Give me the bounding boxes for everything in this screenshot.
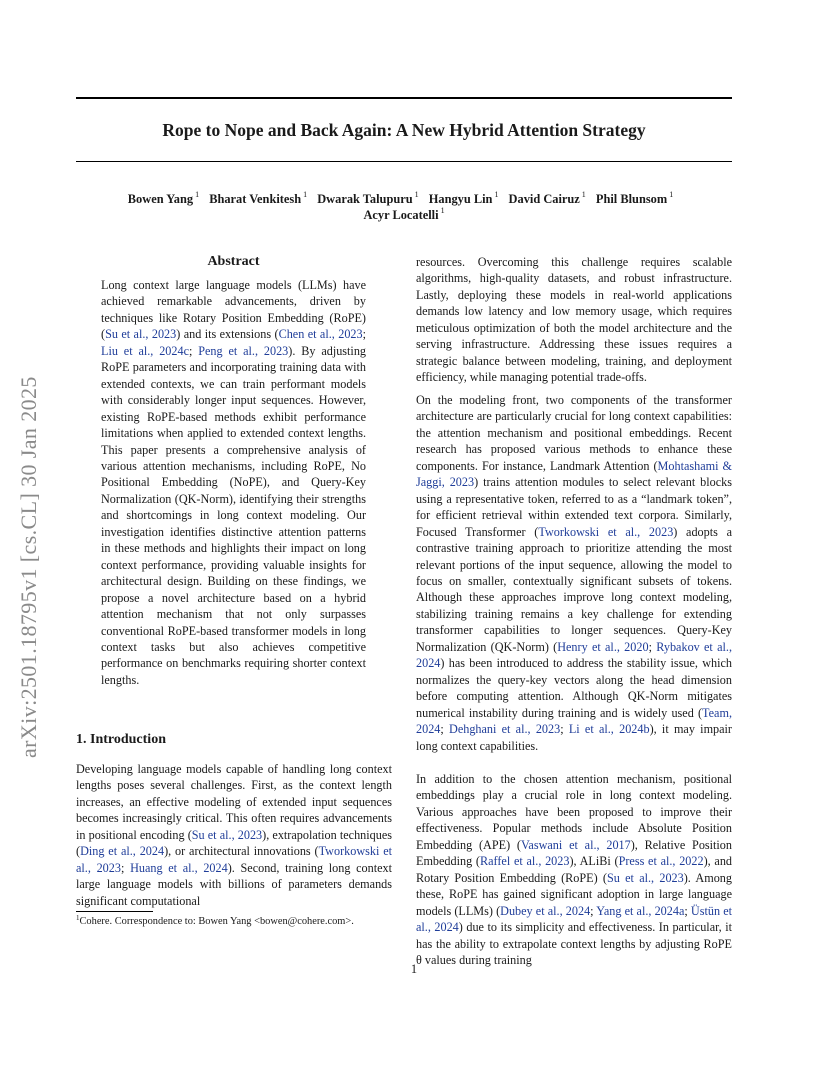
- citation-link[interactable]: Vaswani et al., 2017: [520, 837, 631, 852]
- citation-link[interactable]: Henry et al., 2020: [557, 639, 649, 654]
- author: David Cairuz $^1$: [508, 190, 586, 206]
- citation-link[interactable]: Press et al., 2022: [618, 854, 704, 869]
- body-text: resources. Overcoming this challenge requires scalable algorithms, high-quality datasets, and robust infrastructure. Lastly, deploying these models in real-world applications demands low latency and low memory usage, which requires meticulous optimization of both the model architecture and the serving infrastructure. Addressing these issues requires a strategic balance between modeling, training, and deployment efficiency, while managing potential trade-offs.: [416, 255, 732, 385]
- citation-link[interactable]: Liu et al., 2024c: [101, 343, 189, 358]
- citation-link[interactable]: Rybakov et al., 2024: [416, 639, 732, 671]
- right-column-paragraph-3: [416, 771, 732, 968]
- body-text: ;: [590, 903, 597, 918]
- citation-link[interactable]: Tworkowski et al., 2023: [538, 524, 674, 539]
- footnote: $^1$Cohere. Correspondence to: Bowen Yang <bowen@cohere.com>.: [76, 914, 354, 927]
- body-text: ) and its extensions (: [176, 327, 279, 342]
- citation-link[interactable]: Su et al., 2023: [105, 327, 177, 342]
- citation-link[interactable]: Üstün et al., 2024: [416, 903, 732, 935]
- citation-link[interactable]: Chen et al., 2023: [278, 327, 363, 342]
- body-text: On the modeling front, two components of the transformer architecture are particularly crucial for long context capabilities: the attention mechanism and positional embeddings. Recent research has proposed various methods to enhance these components. For instance, Landmark Attention (: [416, 393, 732, 473]
- author: Bharat Venkitesh $^1$: [209, 190, 308, 206]
- body-text: Long context large language models (LLMs) have achieved remarkable advancements, driven by techniques like Rotary Position Embedding (RoPE) (: [101, 278, 366, 342]
- author-list: [90, 191, 718, 223]
- citation-link[interactable]: Tworkowski et al., 2023: [76, 844, 393, 875]
- author: Acyr Locatelli $^1$: [363, 206, 445, 222]
- right-column-paragraph-2: [416, 392, 732, 754]
- title-top-rule: [76, 97, 732, 99]
- author: Hangyu Lin $^1$: [428, 190, 499, 206]
- intro-paragraph: [76, 761, 392, 909]
- citation-link[interactable]: Li et al., 2024b: [568, 722, 650, 737]
- body-text: Developing language models capable of handling long context lengths poses several challenges. First, as the context length increases, an effective modeling of extended input sequences becomes increasingly critical. This often requires advancements in positional encoding (: [76, 762, 392, 842]
- body-text: ;: [684, 903, 691, 918]
- body-text: ;: [120, 860, 131, 875]
- body-text: ;: [188, 343, 199, 358]
- arxiv-identifier: arXiv:2501.18795v1 [cs.CL] 30 Jan 2025: [16, 376, 41, 758]
- body-text: ) has been introduced to address the stability issue, which normalizes the query-key vectors along the head dimension before computing attention. Although QK-Norm mitigates numerical instability during training and is widely used (: [416, 656, 732, 720]
- body-text: ). Among these, RoPE has gained significant adoption in large language models (LLMs) (: [416, 870, 732, 918]
- citation-link[interactable]: Su et al., 2023: [607, 870, 684, 885]
- body-text: ), Relative Position Embedding (: [416, 837, 732, 869]
- body-text: ), and Rotary Position Embedding (RoPE) (: [416, 854, 733, 885]
- page-number: 1: [410, 962, 418, 976]
- body-text: ;: [440, 722, 450, 737]
- abstract-text: [101, 277, 366, 688]
- author: Phil Blunsom $^1$: [595, 190, 674, 206]
- body-text: ) adopts a contrastive training approach to prioritize attending the most relevant portions of the input sequence, allowing the model to focus on smaller, contextually significant subsets of tokens. Although these approaches improve long context modeling, stabilizing training remains a key challenge for extending transformer capabilities to longer sequences. Query-Key Normalization (QK-Norm) (: [416, 524, 732, 654]
- body-text: ), it may impair long context capabilities.: [416, 722, 732, 753]
- body-text: ;: [362, 327, 366, 342]
- citation-link[interactable]: Ding et al., 2024: [80, 844, 165, 859]
- citation-link[interactable]: Dubey et al., 2024: [500, 903, 591, 918]
- citation-link[interactable]: Yang et al., 2024a: [596, 903, 685, 918]
- abstract-heading: Abstract: [207, 254, 260, 269]
- paper-title: Rope to Nope and Back Again: A New Hybrid Attention Strategy: [162, 120, 646, 140]
- citation-link[interactable]: Dehghani et al., 2023: [449, 722, 561, 737]
- author: Dwarak Talupuru $^1$: [317, 190, 419, 206]
- citation-link[interactable]: Peng et al., 2023: [198, 343, 289, 358]
- body-text: In addition to the chosen attention mechanism, positional embeddings play a crucial role in long context modeling. Various approaches have been proposed to improve their effectiveness. Popular methods include Absolute Position Embedding (APE) (: [416, 772, 732, 852]
- body-text: ), extrapolation techniques (: [76, 827, 392, 859]
- section-heading-introduction: 1. Introduction: [76, 732, 166, 747]
- citation-link[interactable]: Team, 2024: [416, 705, 732, 737]
- body-text: ), or architectural innovations (: [164, 844, 319, 859]
- footnote-rule: [76, 911, 153, 912]
- body-text: ). Second, training long context large language models with billions of parameters demands significant computational: [76, 860, 392, 908]
- citation-link[interactable]: Huang et al., 2024: [130, 860, 228, 875]
- body-text: ), ALiBi (: [569, 854, 619, 869]
- body-text: ) trains attention modules to select relevant blocks using a representative token, referred to as a “landmark token”, for efficient retrieval within extended text corpora. Similarly, Focused Transformer (: [416, 475, 732, 539]
- author: Bowen Yang $^1$: [127, 190, 200, 206]
- body-text: ). By adjusting RoPE parameters and incorporating training data with extended contexts, we can train performant models with considerably longer input sequences. However, existing RoPE-based methods exhibit performance limitations when applied to extended context lengths. This paper presents a comprehensive analysis of various attention mechanisms, including RoPE, No Positional Embedding (NoPE), and Query-Key Normalization (QK-Norm), identifying their strengths and shortcomings in long context modeling. Our investigation identifies distinctive attention patterns in these methods and highlights their impact on long context performance, providing valuable insights for architectural design. Building on these findings, we propose a novel architecture based on a hybrid attention mechanism that not only surpasses conventional RoPE-based transformer models in long context tasks but also achieves competitive performance on benchmarks requiring shorter context lengths.: [101, 343, 367, 687]
- citation-link[interactable]: Mohtashami & Jaggi, 2023: [416, 458, 732, 490]
- title-bottom-rule: [76, 161, 732, 162]
- citation-link[interactable]: Raffel et al., 2023: [479, 854, 570, 869]
- body-text: ) due to its simplicity and effectiveness. In particular, it has the ability to extrapolate context lengths by adjusting RoPE θ values during training: [416, 920, 733, 967]
- body-text: ;: [560, 722, 569, 737]
- body-text: ;: [648, 639, 657, 654]
- right-column-paragraph-1: [416, 254, 732, 386]
- citation-link[interactable]: Su et al., 2023: [191, 827, 263, 842]
